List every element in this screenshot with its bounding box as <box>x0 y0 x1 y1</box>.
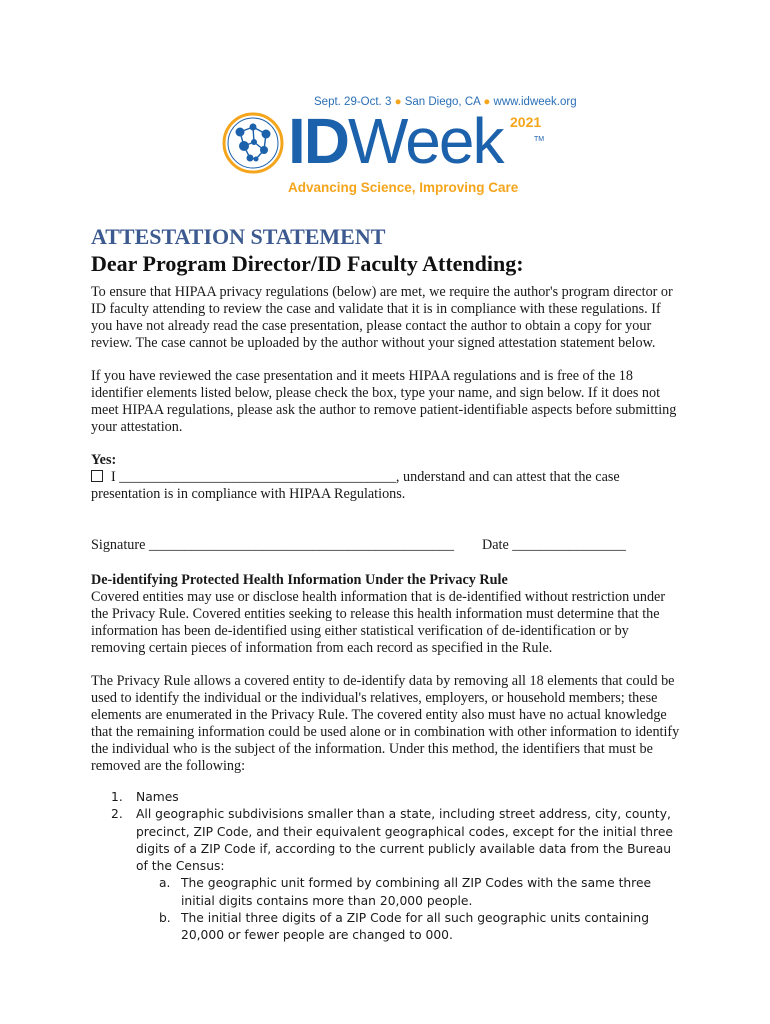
separator-dot: ● <box>394 96 402 108</box>
sub-list-letter: a. <box>159 876 171 891</box>
attestation-line <box>91 469 681 503</box>
privacy-rule-paragraph: The Privacy Rule allows a covered entity to de-identify data by removing all 18 elements that could be used to identify the individual or the individual's relatives, employers, or household members; these elements are enumerated in the Privacy Rule. The covered entity also must have no actual knowledge that the remaining information could be used alone or in combination with other information to identify the individual who is the subject of the information. Under this method, the identifiers that must be removed are the following: <box>91 673 680 774</box>
separator-dot: ● <box>483 96 491 108</box>
identifier-list <box>111 789 681 945</box>
document-body <box>91 224 681 775</box>
signature-row <box>91 537 681 554</box>
intro-paragraph: To ensure that HIPAA privacy regulations (below) are met, we require the author's program director or ID faculty attending to review the case and validate that it is in compliance with these regulations. If you have not already read the case presentation, please contact the author to obtain a copy for your review. The case cannot be uploaded by the author without your signed attestation statement below. <box>91 284 673 351</box>
attestation-text: I _______________________________________, understand and can attest that the case presentation is in compliance with HIPAA Regulations. <box>91 469 620 502</box>
sub-list-item <box>159 875 681 910</box>
logo-week-text: Week <box>348 105 503 177</box>
list-item-text: All geographic subdivisions smaller than a state, including street address, city, county, precinct, ZIP Code, and their equivalent geographical codes, except for the initial three digits of a ZIP Code if, according to the current publicly available data from the Bureau of the Census: <box>136 807 673 874</box>
sub-list-item <box>159 910 681 945</box>
list-item <box>111 806 681 875</box>
sub-list-item-text: The geographic unit formed by combining all ZIP Codes with the same three initial digits contains more than 20,000 people. <box>181 876 652 908</box>
sub-list-item-text: The initial three digits of a ZIP Code for all such geographic units containing 20,000 or fewer people are changed to 000. <box>181 911 650 943</box>
list-item <box>111 789 681 806</box>
event-dates: Sept. 29-Oct. 3 <box>314 96 392 108</box>
logo-tagline: Advancing Science, Improving Care <box>288 180 519 195</box>
event-website: www.idweek.org <box>493 96 577 108</box>
salutation-heading: Dear Program Director/ID Faculty Attending: <box>91 251 524 276</box>
list-number: 1. <box>111 790 123 804</box>
sub-list-letter: b. <box>159 911 171 926</box>
document-title: ATTESTATION STATEMENT <box>91 224 386 249</box>
logo-year: 2021 <box>510 114 542 130</box>
logo-wordmark <box>288 106 502 176</box>
idweek-logo <box>222 92 577 202</box>
event-location: San Diego, CA <box>404 96 481 108</box>
list-number: 2. <box>111 807 123 822</box>
trademark-mark: TM <box>534 136 545 143</box>
deidentification-paragraph: Covered entities may use or disclose health information that is de-identified without restriction under the Privacy Rule. Covered entities seeking to release this health information must determine that the information has been de-identified using either statistical verification of de-identification or by removing certain pieces of information from each record as specified in the Rule. <box>91 589 666 656</box>
date-field[interactable]: Date ________________ <box>481 537 626 553</box>
section-title: De-identifying Protected Health Information Under the Privacy Rule <box>91 572 508 588</box>
signature-field[interactable]: Signature ___________________________________________ <box>91 537 454 553</box>
network-globe-icon <box>222 112 284 174</box>
list-item-text: Names <box>136 790 179 804</box>
yes-label: Yes: <box>91 452 117 468</box>
attestation-checkbox[interactable] <box>91 470 103 482</box>
instructions-paragraph: If you have reviewed the case presentation and it meets HIPAA regulations and is free of the 18 identifier elements listed below, please check the box, type your name, and sign below. If it does not meet HIPAA regulations, please ask the author to remove patient-identifiable aspects before submitting your attestation. <box>91 368 677 435</box>
logo-id-text: ID <box>288 105 348 177</box>
